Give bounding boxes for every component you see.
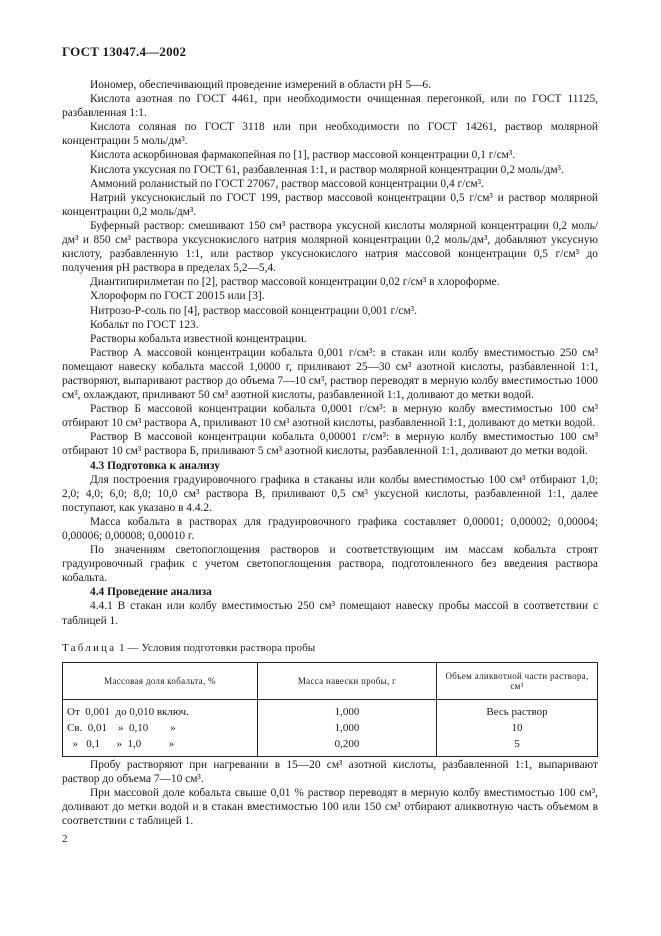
paragraph: 4.4.1 В стакан или колбу вместимостью 250 см³ помещают навеску пробы массой в соответствии с таблицей 1. (62, 600, 598, 627)
document-body (62, 78, 598, 628)
paragraph: Растворы кобальта известной концентрации. (90, 332, 307, 345)
cell-aliquot-volume: 10 (437, 720, 598, 736)
paragraph: Аммоний роланистый по ГОСТ 27067, раствор массовой концентрации 0,4 г/см³. (90, 177, 484, 190)
paragraph: Раствор А массовой концентрации кобальта 0,001 г/см³: в стакан или колбу вместимостью 250 см³ помещают навеску кобальта массой 1,0000 г, приливают 25—30 см³ азотной кислоты, разбавленной 1:1, растворяют, выпаривают раствор до объема 7—10 см³, раствор переводят в мерную колбу вместимостью 1000 см³, охлаждают, приливают 50 см³ азотной кислоты, разбавленной 1:1, доливают до метки водой. (62, 346, 598, 402)
paragraph: Нитрозо-Р-соль по [4], раствор массовой концентрации 0,001 г/см³. (90, 304, 417, 317)
paragraph: Хлороформ по ГОСТ 20015 или [3]. (90, 290, 265, 303)
paragraph: Кислота соляная по ГОСТ 3118 или при необходимости по ГОСТ 14261, раствор молярной концентрации 5 моль/дм³. (62, 121, 598, 148)
paragraph: Масса кобальта в растворах для градуировочного графика составляет 0,00001; 0,00002; 0,00004; 0,00006; 0,00008; 0,00010 г. (62, 515, 598, 542)
paragraph: Кобальт по ГОСТ 123. (90, 318, 199, 331)
table-caption-label: Таблица (62, 642, 117, 654)
cell-cobalt-fraction: От 0,001 до 0,010 включ. (63, 704, 258, 720)
column-header-sample-mass: Масса навески пробы, г (258, 663, 437, 700)
table-row (63, 704, 598, 720)
page-number: 2 (62, 833, 68, 845)
paragraph: Кислота азотная по ГОСТ 4461, при необходимости очищенная перегонкой, или по ГОСТ 11125, разбавленная 1:1. (62, 93, 598, 120)
cell-cobalt-fraction: Св. 0,01 » 0,10 » (63, 720, 258, 736)
paragraph: Буферный раствор: смешивают 150 см³ раствора уксусной кислоты молярной концентрации 0,2 моль/дм³ и 850 см³ раствора уксуснокислого натрия молярной концентрации 0,2 моль/дм³, добавляют уксусную кислоту, разбавленную 1:1, или раствор уксуснокислого натрия массовой концентрации 0,5 г/см³ до получения pH раствора в пределах 5,2—5,4. (62, 219, 598, 275)
table-caption-text: 1 — Условия подготовки раствора пробы (119, 642, 316, 654)
paragraph: Иономер, обеспечивающий проведение измерений в области pH 5—6. (90, 79, 431, 91)
cell-sample-mass: 1,000 (258, 704, 437, 720)
column-header-cobalt-fraction: Массовая доля кобальта, % (63, 663, 258, 700)
document-code: ГОСТ 13047.4—2002 (62, 44, 187, 59)
paragraph: Натрий уксуснокислый по ГОСТ 199, раствор массовой концентрации 0,5 г/см³ и раствор молярной концентрации 0,2 моль/дм³. (62, 191, 598, 218)
table-caption (62, 642, 315, 654)
section-heading-4-4: 4.4 Проведение анализа (90, 586, 212, 599)
after-table-text (62, 758, 598, 828)
section-heading-4-3: 4.3 Подготовка к анализу (90, 459, 220, 472)
table-row (63, 736, 598, 757)
paragraph: Раствор Б массовой концентрации кобальта 0,0001 г/см³: в мерную колбу вместимостью 100 см³ отбирают 10 см³ раствора А, приливают 10 см³ азотной кислоты, разбавленной 1:1, доливают до метки водой. (62, 403, 598, 430)
paragraph: Для построения градуировочного графика в стаканы или колбы вместимостью 100 см³ отбирают 1,0; 2,0; 4,0; 6,0; 8,0; 10,0 см³ раствора В, приливают 0,5 см³ уксусной кислоты, разбавленной 1:1, далее поступают, как указано в 4.4.2. (62, 473, 598, 514)
cell-cobalt-fraction: » 0,1 » 1,0 » (63, 736, 258, 757)
paragraph: При массовой доле кобальта свыше 0,01 % раствор переводят в мерную колбу вместимостью 100 см³, доливают до метки водой и в стакан вместимостью 100 или 150 см³ отбирают аликвотную часть объемом в соответствии с таблицей 1. (62, 787, 598, 828)
paragraph: Пробу растворяют при нагревании в 15—20 см³ азотной кислоты, разбавленной 1:1, выпаривают раствор до объема 7—10 см³. (62, 759, 598, 786)
column-header-aliquot-volume: Объем аликвотной части раствора, см³ (437, 663, 598, 700)
cell-aliquot-volume: 5 (437, 736, 598, 757)
paragraph: Кислота уксусная по ГОСТ 61, разбавленная 1:1, и раствор молярной концентрации 0,2 моль/дм³. (90, 163, 564, 176)
paragraph: Диантипирилметан по [2], раствор массовой концентрации 0,02 г/см³ в хлороформе. (90, 276, 500, 289)
cell-sample-mass: 1,000 (258, 720, 437, 736)
table-row (63, 720, 598, 736)
cell-aliquot-volume: Весь раствор (437, 704, 598, 720)
table-header-row (63, 663, 598, 700)
paragraph: Раствор В массовой концентрации кобальта 0,00001 г/см³: в мерную колбу вместимостью 100 см³ отбирают 10 см³ раствора Б, приливают 5 см³ азотной кислоты, разбавленной 1:1, доливают до метки водой. (62, 431, 598, 458)
paragraph: По значениям светопоглощения растворов и соответствующим им массам кобальта строят градуировочный график с учетом светопоглощения раствора, подготовленного без введения раствора кобальта. (62, 544, 598, 585)
paragraph: Кислота аскорбиновая фармакопейная по [1], раствор массовой концентрации 0,1 г/см³. (90, 149, 516, 162)
table-sample-preparation (62, 662, 598, 757)
cell-sample-mass: 0,200 (258, 736, 437, 757)
